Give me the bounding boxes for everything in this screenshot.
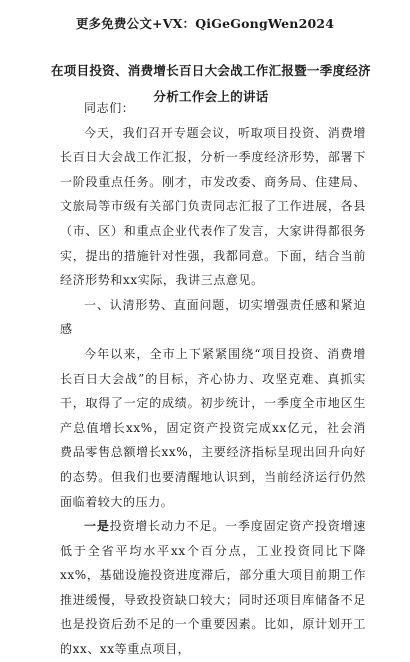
- paragraph-intro: 今天，我们召开专题会议，听取项目投资、消费增长百日大会战工作汇报，分析一季度经济形势，部署下一阶段重点任务。刚才，市发改委、商务局、住建局、文旅局等市级有关部门负责同志汇报了工作进展，各县（市、区）和重点企业代表作了发言，大家讲得都很务实，提出的措施针对性强，我都同意。下面，结合当前经济形势和xx实际，我讲三点意见。: [60, 125, 366, 288]
- paragraph-investment-text: 投资增长动力不足。一季度固定资产投资增速低于全省平均水平xx个百分点，工业投资同比下降xx%，基础设施投资进度滞后，部分重大项目前期工作推进缓慢，导致投资缺口较大；同时还项目库储备不足也是投资后劲不足的一个重要因素。比如，原计划开工的xx、xx等重点项目，: [60, 519, 366, 657]
- paragraph-investment: [60, 514, 366, 662]
- salutation: 同志们：: [84, 101, 135, 115]
- paragraph-lead: 一是: [84, 519, 110, 534]
- title-line-2: 分析工作会上的讲话: [153, 89, 269, 104]
- paragraph-situation: 今年以来，全市上下紧紧围绕“项目投资、消费增长百日大会战”的目标，齐心协力、攻坚克难、真抓实干，取得了一定的成绩。初步统计，一季度全市地区生产总值增长xx%，固定资产投资完成xx亿元，社会消费品零售总额增长xx%，主要经济指标呈现出回升向好的态势。但我们也要清醒地认识到，当前经济运行仍然面临着较大的压力。: [60, 346, 366, 509]
- header-text: 更多免费公文+VX：QiGeGongWen2024: [75, 16, 335, 31]
- document-body: [60, 96, 366, 662]
- section-heading-1: 一、认清形势、直面问题，切实增强责任感和紧迫感: [60, 297, 366, 337]
- title-line-1: 在项目投资、消费增长百日大会战工作汇报暨一季度经济: [50, 63, 371, 78]
- page-header: [0, 14, 410, 32]
